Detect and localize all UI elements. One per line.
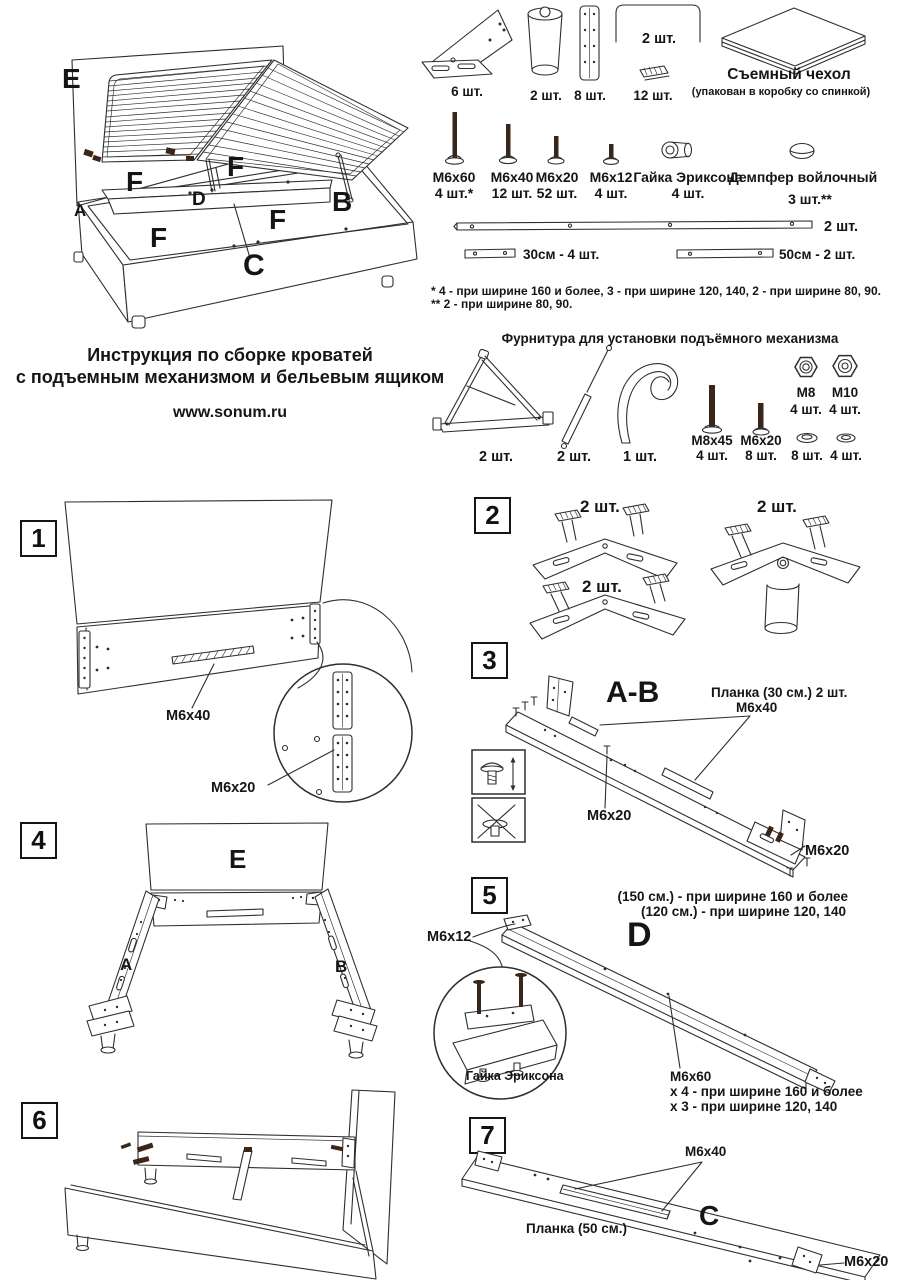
- step5-note-120: (120 см.) - при ширине 120, 140: [640, 904, 846, 919]
- step-4-digit: 4: [31, 825, 46, 855]
- screw-m6x12-qty: 4 шт.: [594, 185, 628, 201]
- step5-d-label: D: [627, 916, 652, 954]
- plank-long-qty: 2 шт.: [824, 219, 859, 235]
- erikson-nut-name: Гайка Эриксона: [633, 169, 743, 185]
- gas-strut-qty: 2 шт.: [556, 449, 592, 465]
- step1-m6x20-label: M6x20: [211, 780, 256, 796]
- overview-label-d: D: [192, 189, 206, 210]
- footnote-1: * 4 - при ширине 160 и более, 3 - при ширине 120, 140, 2 - при ширине 80, 90.: [431, 284, 881, 298]
- bed-overview-illustration: [20, 10, 420, 330]
- step3-m6x40-label: M6x40: [736, 700, 778, 715]
- plate-qty: 8 шт.: [574, 88, 606, 103]
- website-url: www.sonum.ru: [172, 404, 288, 421]
- step2-qty-top-left: 2 шт.: [580, 497, 620, 516]
- overview-label-c: C: [243, 249, 265, 282]
- step5-note-150: (150 см.) - при ширине 160 и более: [617, 889, 848, 904]
- step4-b-label: B: [335, 957, 348, 976]
- overview-label-f-top-right: F: [227, 151, 245, 182]
- step5-m6x60-note1: х 4 - при ширине 160 и более: [670, 1084, 863, 1099]
- step-7-digit: 7: [480, 1120, 495, 1150]
- page-title-line2: с подъемным механизмом и бельевым ящиком: [15, 367, 445, 387]
- step5-erikson-label: Гайка Эриксона: [466, 1069, 564, 1083]
- step7-c-label: C: [699, 1200, 720, 1231]
- screw-m6x40-name: M6x40: [490, 169, 534, 185]
- pad-qty: 12 шт.: [633, 88, 673, 103]
- step3-ab-label: A-B: [606, 676, 660, 709]
- mechanism-title: Фурнитура для установки подъёмного механизма: [501, 331, 839, 346]
- step7-m6x20-label: M6x20: [844, 1254, 889, 1270]
- bracket-qty: 6 шт.: [451, 84, 483, 99]
- step2-qty-middle: 2 шт.: [582, 577, 622, 596]
- step-3-digit: 3: [482, 645, 497, 675]
- washer-8-qty: 8 шт.: [791, 448, 823, 463]
- step2-qty-top-right: 2 шт.: [757, 497, 797, 516]
- step-6-digit: 6: [32, 1105, 47, 1135]
- step7-m6x40-label: M6x40: [685, 1144, 727, 1159]
- step-5-digit: 5: [482, 880, 497, 910]
- footnote-2: ** 2 - при ширине 80, 90.: [431, 297, 573, 311]
- screw-m6x20-qty: 52 шт.: [536, 185, 578, 201]
- step-1-illustration: [40, 492, 430, 812]
- page-title-line1: Инструкция по сборке кроватей: [87, 345, 373, 365]
- screw-m6x12-name: M6x12: [589, 169, 633, 185]
- screw-m6x60-qty: 4 шт.*: [434, 185, 474, 201]
- overview-label-b: B: [332, 186, 353, 217]
- step1-m6x40-label: M6x40: [166, 708, 211, 724]
- overview-label-e: E: [62, 63, 81, 94]
- step4-a-label: A: [120, 955, 133, 974]
- damper-name: Демпфер войлочный: [728, 169, 878, 185]
- screw-m6x40-qty: 12 шт.: [491, 185, 533, 201]
- step-1-digit: 1: [31, 523, 46, 553]
- bolt-m8x45-qty: 4 шт.: [696, 448, 728, 463]
- bolt-m8x45-name: M8x45: [691, 433, 733, 448]
- cover-subtitle: (упакован в коробку со спинкой): [691, 86, 871, 98]
- overview-label-f-top-left: F: [126, 166, 144, 197]
- step7-plank-label: Планка (50 см.): [526, 1221, 627, 1236]
- overview-label-a: A: [74, 201, 87, 220]
- erikson-nut-qty: 4 шт.: [671, 185, 705, 201]
- washer-4-qty: 4 шт.: [830, 448, 862, 463]
- damper-qty: 3 шт.**: [788, 191, 832, 207]
- screw-m6x20-name: M6x20: [535, 169, 579, 185]
- plank-50-label: 50см - 2 шт.: [779, 247, 856, 262]
- ubar-qty: 2 шт.: [641, 31, 677, 47]
- step3-m6x20-left-label: M6x20: [587, 808, 632, 824]
- step-6-illustration: [25, 1088, 437, 1280]
- overview-label-f-bottom-right: F: [269, 204, 287, 235]
- plank-30-label: 30см - 4 шт.: [523, 247, 600, 262]
- mechanism-qty: 2 шт.: [478, 449, 514, 465]
- step3-plank-label: Планка (30 см.) 2 шт.: [711, 685, 848, 700]
- step5-m6x60-note2: х 3 - при ширине 120, 140: [670, 1099, 838, 1114]
- bolt-m6x20-qty: 8 шт.: [745, 448, 777, 463]
- nut-m10-qty: 4 шт.: [829, 402, 861, 417]
- overview-label-f-bottom-left: F: [150, 222, 168, 253]
- nut-m8-name: M8: [796, 385, 816, 400]
- strap-qty: 1 шт.: [622, 449, 658, 465]
- step-7-illustration: [440, 1115, 900, 1280]
- bolt-m6x20-name: M6x20: [740, 433, 782, 448]
- cover-title: Съемный чехол: [727, 66, 851, 83]
- leg-qty: 2 шт.: [530, 88, 562, 103]
- step4-e-label: E: [229, 844, 247, 874]
- step-2-illustration: [515, 495, 880, 660]
- nut-m10-name: M10: [831, 385, 859, 400]
- step5-m6x12-label: M6x12: [427, 929, 472, 945]
- parts-list-illustration: [420, 0, 900, 330]
- step5-m6x60-label: M6x60: [670, 1069, 712, 1084]
- step-2-digit: 2: [485, 500, 500, 530]
- step3-m6x20-right-label: M6x20: [805, 843, 850, 859]
- nut-m8-qty: 4 шт.: [790, 402, 822, 417]
- step-2-number: [474, 497, 511, 534]
- screw-m6x60-name: M6x60: [432, 169, 476, 185]
